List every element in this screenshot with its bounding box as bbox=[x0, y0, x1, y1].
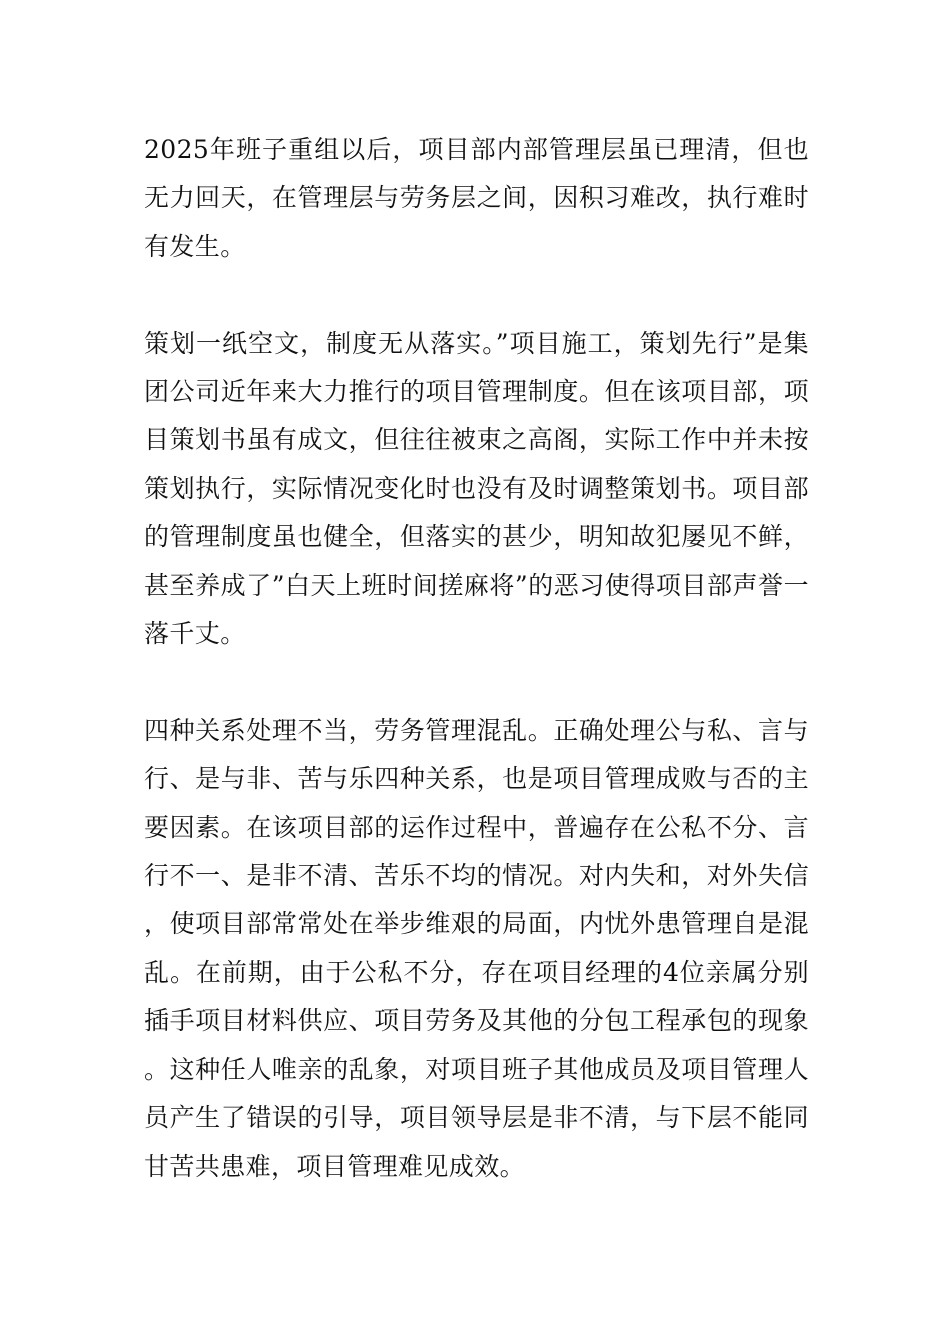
document-body bbox=[144, 126, 809, 1191]
paragraph-four-relationships: 四种关系处理不当，劳务管理混乱。正确处理公与私、言与行、是与非、苦与乐四种关系，也是项目管理成败与否的主要因素。在该项目部的运作过程中，普遍存在公私不分、言行不一、是非不清、苦乐不均的情况。对内失和，对外失信，使项目部常常处在举步维艰的局面，内忧外患管理自是混乱。在前期，由于公私不分，存在项目经理的4位亲属分别插手项目材料供应、项目劳务及其他的分包工程承包的现象。这种任人唯亲的乱象，对项目班子其他成员及项目管理人员产生了错误的引导，项目领导层是非不清，与下层不能同甘苦共患难，项目管理难见成效。 bbox=[144, 715, 809, 1181]
paragraph-team-reorganization: 2025年班子重组以后，项目部内部管理层虽已理清，但也无力回天，在管理层与劳务层之间，因积习难改，执行难时有发生。 bbox=[144, 135, 809, 261]
paragraph-planning-system: 策划一纸空文，制度无从落实。”项目施工，策划先行”是集团公司近年来大力推行的项目管理制度。但在该项目部，项目策划书虽有成文，但往往被束之高阁，实际工作中并未按策划执行，实际情况变化时也没有及时调整策划书。项目部的管理制度虽也健全，但落实的甚少，明知故犯屡见不鲜，甚至养成了”白天上班时间搓麻将”的恶习使得项目部声誉一落千丈。 bbox=[144, 328, 809, 649]
